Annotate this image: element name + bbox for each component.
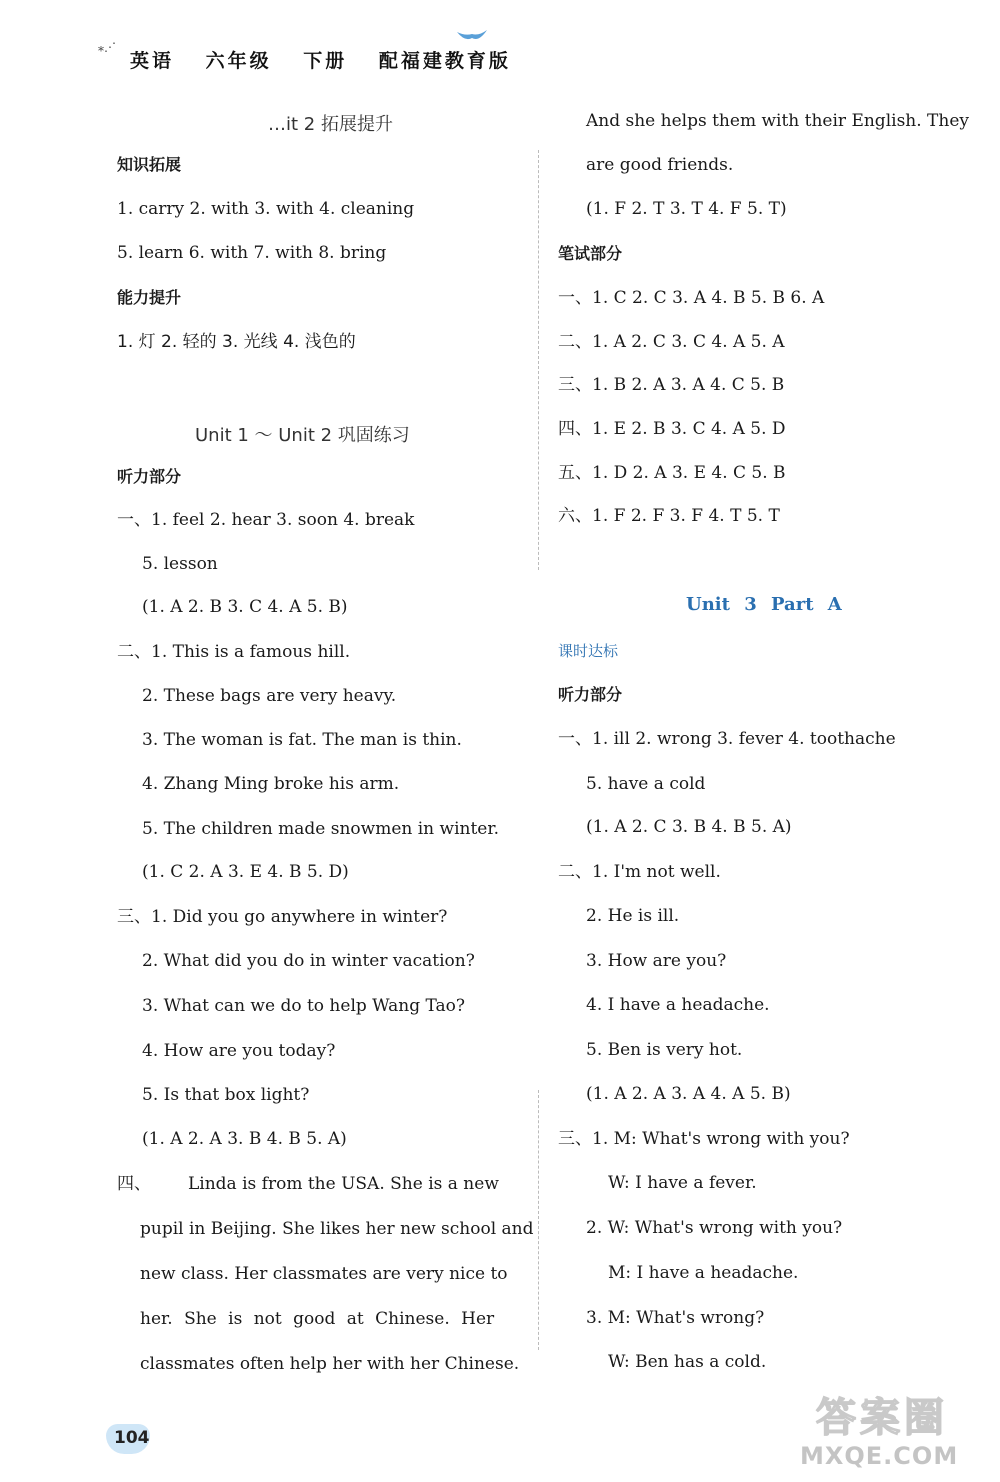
answer-line: (1. A 2. C 3. B 4. B 5. A) xyxy=(586,817,792,837)
passage-line: are good friends. xyxy=(586,155,734,175)
answer-line: 二、1. I'm not well. xyxy=(558,862,721,882)
answer-line: 2. He is ill. xyxy=(586,906,680,926)
answer-line: (1. A 2. A 3. B 4. B 5. A) xyxy=(142,1129,347,1149)
answer-line: 2. These bags are very heavy. xyxy=(142,686,397,706)
listening-heading: 听力部分 xyxy=(117,467,182,486)
header-edition: 配福建教育版 xyxy=(378,50,511,72)
passage-line: new class. Her classmates are very nice to xyxy=(140,1264,508,1284)
review-title: Unit 1 ～ Unit 2 巩固练习 xyxy=(195,425,410,446)
passage-line: pupil in Beijing. She likes her new school and xyxy=(140,1219,534,1239)
answer-line: 1. carry 2. with 3. with 4. cleaning xyxy=(117,199,415,219)
answer-line: (1. A 2. B 3. C 4. A 5. B) xyxy=(142,597,348,617)
answer-line: 3. How are you? xyxy=(586,951,727,971)
header-ornament: ⁎⋰ xyxy=(98,40,116,54)
listening-heading: 听力部分 xyxy=(558,685,623,704)
dialogue-line: M: I have a headache. xyxy=(608,1263,799,1283)
passage-line: And she helps them with their English. They xyxy=(586,111,969,131)
dialogue-line: 2. W: What's wrong with you? xyxy=(586,1218,843,1238)
unit2-extension-title: …it 2 拓展提升 xyxy=(268,114,393,135)
answer-line: (1. C 2. A 3. E 4. B 5. D) xyxy=(142,862,349,882)
passage-line: her. She is not good at Chinese. Her xyxy=(140,1309,495,1329)
column-divider xyxy=(538,1090,539,1350)
answer-line: 5. The children made snowmen in winter. xyxy=(142,819,500,839)
page-number-text: 104 xyxy=(114,1428,150,1448)
page-number xyxy=(104,1424,154,1454)
knowledge-heading: 知识拓展 xyxy=(117,155,182,174)
answer-line: 3. The woman is fat. The man is thin. xyxy=(142,730,462,750)
answer-line: 5. Is that box light? xyxy=(142,1085,310,1105)
answer-line: 5. learn 6. with 7. with 8. bring xyxy=(117,243,387,263)
answer-line: 4. How are you today? xyxy=(142,1041,336,1061)
passage-line: Linda is from the USA. She is a new xyxy=(188,1174,499,1194)
answer-line: 5. lesson xyxy=(142,554,218,574)
written-heading: 笔试部分 xyxy=(558,244,623,263)
answer-line: 五、1. D 2. A 3. E 4. C 5. B xyxy=(558,463,786,483)
unit3-title: Unit 3 Part A xyxy=(686,594,842,615)
answer-line: 3. What can we do to help Wang Tao? xyxy=(142,996,466,1016)
answer-line: (1. F 2. T 3. T 4. F 5. T) xyxy=(586,199,787,219)
page-header xyxy=(130,46,533,73)
answer-line: 二、1. This is a famous hill. xyxy=(117,642,351,662)
answer-line: 4. Zhang Ming broke his arm. xyxy=(142,774,400,794)
watermark-url: MXQE.COM xyxy=(800,1442,959,1470)
dialogue-line: W: I have a fever. xyxy=(608,1173,757,1193)
answer-line: 六、1. F 2. F 3. F 4. T 5. T xyxy=(558,506,780,526)
bird-icon xyxy=(455,28,489,48)
answer-line: 二、1. A 2. C 3. C 4. A 5. A xyxy=(558,332,785,352)
answer-line: 四、1. E 2. B 3. C 4. A 5. D xyxy=(558,419,786,439)
answer-line: 一、1. ill 2. wrong 3. fever 4. toothache xyxy=(558,729,896,749)
answer-line: 5. Ben is very hot. xyxy=(586,1040,743,1060)
answer-line: 一、1. feel 2. hear 3. soon 4. break xyxy=(117,510,415,530)
answer-line: 三、1. Did you go anywhere in winter? xyxy=(117,907,448,927)
dialogue-line: W: Ben has a cold. xyxy=(608,1352,767,1372)
header-subject: 英语 xyxy=(130,50,175,72)
answer-line: 5. have a cold xyxy=(586,774,706,794)
watermark xyxy=(800,1386,996,1480)
answer-line: 2. What did you do in winter vacation? xyxy=(142,951,475,971)
answer-line: 三、1. B 2. A 3. A 4. C 5. B xyxy=(558,375,785,395)
watermark-logo-text: 答案圈 xyxy=(816,1395,948,1441)
lesson-target-label: 课时达标 xyxy=(558,642,619,660)
answer-line: 1. 灯 2. 轻的 3. 光线 4. 浅色的 xyxy=(117,332,356,352)
dialogue-line: 三、1. M: What's wrong with you? xyxy=(558,1129,850,1149)
passage-label: 四、 xyxy=(117,1174,151,1194)
answer-line: 一、1. C 2. C 3. A 4. B 5. B 6. A xyxy=(558,288,825,308)
dialogue-line: 3. M: What's wrong? xyxy=(586,1308,765,1328)
answer-line: 4. I have a headache. xyxy=(586,995,770,1015)
header-grade: 六年级 xyxy=(205,50,272,72)
header-volume: 下册 xyxy=(303,50,348,72)
column-divider xyxy=(538,150,539,570)
answer-line: (1. A 2. A 3. A 4. A 5. B) xyxy=(586,1084,791,1104)
passage-line: classmates often help her with her Chinese. xyxy=(140,1354,520,1374)
ability-heading: 能力提升 xyxy=(117,288,182,307)
